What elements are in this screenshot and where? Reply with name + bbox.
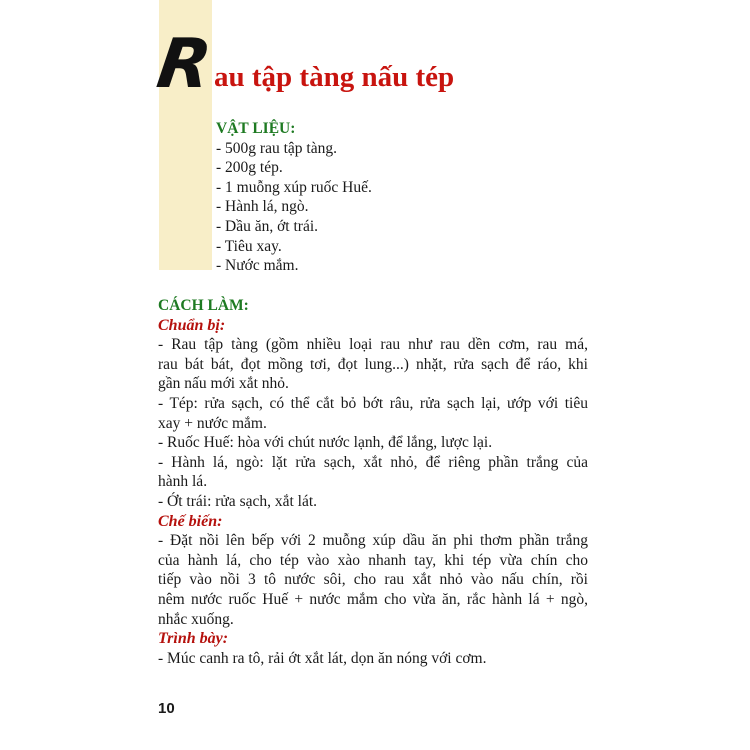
- step-paragraph: [158, 453, 588, 492]
- step-paragraph: [158, 492, 588, 512]
- section-title: Chế biến:: [158, 512, 223, 530]
- step-line: của hành lá, cho tép vào xào nhanh tay, khi tép vừa chín cho: [158, 551, 588, 569]
- step-paragraph: [158, 531, 588, 629]
- step-paragraph: [158, 335, 588, 394]
- step-paragraph: [158, 433, 588, 453]
- ingredient-item: - Nước mắm.: [216, 257, 299, 275]
- section-title: Chuẩn bị:: [158, 316, 226, 334]
- ingredient-item: - 500g rau tập tàng.: [216, 139, 337, 157]
- ingredient-item: - Hành lá, ngò.: [216, 198, 309, 216]
- step-line: - Đặt nồi lên bếp với 2 muỗng xúp dầu ăn phi thơm phần trắng: [158, 532, 588, 550]
- step-line: - Múc canh ra tô, rải ớt xắt lát, dọn ăn nóng với cơm.: [158, 649, 487, 667]
- step-line: - Ruốc Huế: hòa với chút nước lạnh, để lắng, lược lại.: [158, 434, 493, 452]
- ingredients-heading: VẬT LIỆU:: [216, 120, 296, 137]
- ingredient-item: - 200g tép.: [216, 159, 283, 177]
- method-body: [158, 316, 588, 669]
- ingredients-list: [216, 139, 372, 276]
- step-line: tiếp vào nồi 3 tô nước sôi, cho rau xắt nhỏ vào nấu chín, rồi: [158, 571, 588, 589]
- step-line: gần nấu mới xắt nhỏ.: [158, 375, 289, 393]
- step-line: - Hành lá, ngò: lặt rửa sạch, xắt nhỏ, để riêng phần trắng của: [158, 453, 588, 471]
- step-line: - Rau tập tàng (gồm nhiều loại rau như rau dền cơm, rau má,: [158, 336, 588, 354]
- step-line: hành lá.: [158, 473, 208, 491]
- title-initial: R: [152, 25, 214, 104]
- ingredients-section: [216, 119, 372, 276]
- ingredient-item: - Dầu ăn, ớt trái.: [216, 217, 319, 235]
- ingredient-item: - Tiêu xay.: [216, 237, 282, 255]
- method-section: [158, 296, 588, 668]
- step-line: xay + nước mắm.: [158, 414, 267, 432]
- section-title: Trình bày:: [158, 630, 229, 648]
- step-line: - Tép: rửa sạch, có thể cắt bỏ bớt râu, rửa sạch lại, ướp với tiêu: [158, 394, 588, 412]
- page-number: 10: [158, 700, 175, 717]
- step-line: nêm nước ruốc Huế + nước mắm cho vừa ăn, rắc hành lá + ngò,: [158, 590, 588, 608]
- step-paragraph: [158, 394, 588, 433]
- step-paragraph: [158, 649, 588, 669]
- step-line: rau bát bát, đọt mồng tơi, đọt lung...) nhặt, rửa sạch để ráo, khi: [158, 355, 588, 373]
- step-line: nhắc xuống.: [158, 610, 234, 628]
- recipe-title: au tập tàng nấu tép: [214, 61, 455, 93]
- method-heading: CÁCH LÀM:: [158, 297, 249, 314]
- ingredient-item: - 1 muỗng xúp ruốc Huế.: [216, 178, 372, 196]
- step-line: - Ớt trái: rửa sạch, xắt lát.: [158, 492, 318, 510]
